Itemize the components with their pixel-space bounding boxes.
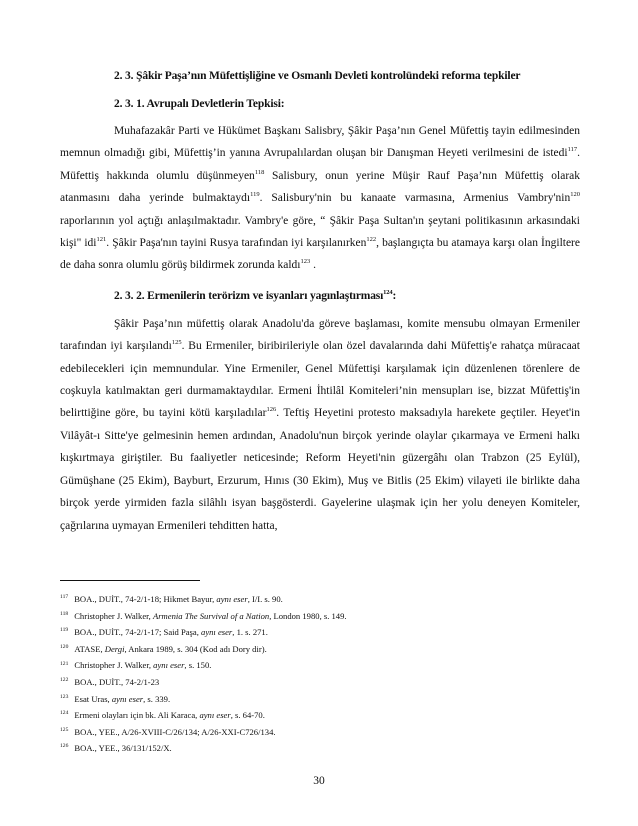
main-text — [60, 70, 580, 537]
footnote-ref-123[interactable]: 123 — [300, 258, 311, 266]
footnote-ref-120[interactable]: 120 — [570, 191, 580, 199]
footnote-separator — [60, 580, 200, 581]
footnote: $^{126}$ BOA., YEE., 36/131/152/X. — [60, 743, 172, 754]
footnote: $^{124}$ Ermeni olayları için bk. Ali Karaca, aynı eser, s. 64-70. — [60, 710, 265, 721]
footnote: $^{125}$ BOA., YEE., A/26-XVIII-C/26/134; A/26-XXI-C726/134. — [60, 726, 276, 737]
footnote: $^{123}$ Esat Uras, aynı eser, s. 339. — [60, 693, 171, 704]
footnote: $^{117}$ BOA., DUİT., 74-2/1-18; Hikmet Bayur, aynı eser, I/I. s. 90. — [60, 594, 283, 604]
footnote: $^{119}$ BOA., DUİT., 74-2/1-17; Said Paşa, aynı eser, 1. s. 271. — [60, 627, 268, 638]
footnote-ref-118[interactable]: 118 — [254, 168, 265, 176]
footnote: $^{118}$ Christopher J. Walker, Armenia The Survival of a Nation, London 1980, s. 149. — [60, 610, 347, 621]
subsection-heading-2-3-1: 2. 3. 1. Avrupalı Devletlerin Tepkisi: — [114, 98, 285, 110]
subsection-heading-2-3-2: 2. 3. 2. Ermenilerin terörizm ve isyanları yagınlaştırması$^{124}$: — [114, 289, 397, 302]
footnote-ref-124[interactable]: 124 — [383, 289, 393, 297]
paragraph-armenian-terrorism: Şâkir Paşa’nın müfettiş olarak Anadolu'da göreve başlaması, komite mensubu olmayan Ermeniler tarafından iyi karşılandı$^{125}$. Bu Ermeniler, biribirileriyle olan özel davalarında dahi Müfettiş'e rahatça müracaat edebilecekleri için memnundular. Yine Ermeniler, Genel Müfettişi karşılamak için düzenlenen törenlere de coşkuyla katılmaktan geri durmamaktaydılar. Ermeni İhtilâl Komiteleri’nin mensupları ise, bizzat Müfettiş'in belirttiğine göre, bu tayini kötü karşıladılar$^{126}$. Teftiş Heyetini protesto maksadıyla harekete geçtiler. Heyet'in Vilâyât-ı Sitte'ye gelmesinin hemen ardından, Anadolu'nun birçok yerinde olaylar çıkarmaya ve Ermeni halkı kışkırtmaya giriştiler. Bu faaliyetler neticesinde; Reform Heyeti'nin güzergâhı olan Trabzon (25 Eylül), Gümüşhane (25 Ekim), Bayburt, Erzurum, Hınıs (30 Ekim), Muş ve Bitlis (25 Ekim) vilayeti ile birlikte daha birçok yerde yirmiden fazla silâhlı isyan başgösterdi. Gayelerine ulaşmak için her yolu deneyen Komiteler, çağrılarına uymayan Ermenileri tehditten hatta, — [60, 317, 580, 532]
paragraph-european-reaction: Muhafazakâr Parti ve Hükümet Başkanı Salisbry, Şâkir Paşa’nın Genel Müfettiş tayin edilmesinden memnun olmadığı gibi, Müfettiş’in yanına Avrupalılardan oluşan bir Danışman Heyeti verilmesini de istedi$^{117}$. Müfettiş hakkında olumlu düşünmeyen$^{118}$ Salisbury, onun yerine Müşir Rauf Paşa’nın Müfettiş olarak atanmasını daha yerinde bulmaktaydı$^{119}$. Salisbury'nin bu kanaate varmasına, Armenius Vambry'nin$^{120}$ raporlarının yol açtığı anlaşılmaktadır. Vambry'e göre, “ Şâkir Paşa Sultan'ın şeytani politikasının arkasındaki kişi" idi$^{121}$. Şâkir Paşa'nın tayini Rusya tarafından iyi karşılanırken$^{122}$, başlangıçta bu atamaya karşı olan İngiltere de daha sonra olumlu görüş bildirmek zorunda kaldı$^{123}$ . — [60, 125, 580, 272]
footnote-ref-119[interactable]: 119 — [250, 191, 260, 199]
footnote: $^{122}$ BOA., DUİT., 74-2/1-23 — [60, 676, 160, 687]
footnote-ref-125[interactable]: 125 — [171, 339, 182, 347]
footnote-ref-122[interactable]: 122 — [366, 236, 377, 244]
footnote-ref-126[interactable]: 126 — [266, 406, 277, 414]
footnote: $^{120}$ ATASE, Dergi, Ankara 1989, s. 304 (Kod adı Dory dir). — [60, 643, 267, 654]
footnote-ref-117[interactable]: 117 — [567, 146, 578, 154]
section-heading-2-3: 2. 3. Şâkir Paşa’nın Müfettişliğine ve Osmanlı Devleti kontrolündeki reforma tepkiler — [114, 70, 521, 82]
footnote: $^{121}$ Christopher J. Walker, aynı eser, s. 150. — [60, 660, 212, 671]
footnotes — [60, 591, 580, 757]
footnote-ref-121[interactable]: 121 — [96, 236, 107, 244]
page-number: 30 — [313, 775, 325, 787]
